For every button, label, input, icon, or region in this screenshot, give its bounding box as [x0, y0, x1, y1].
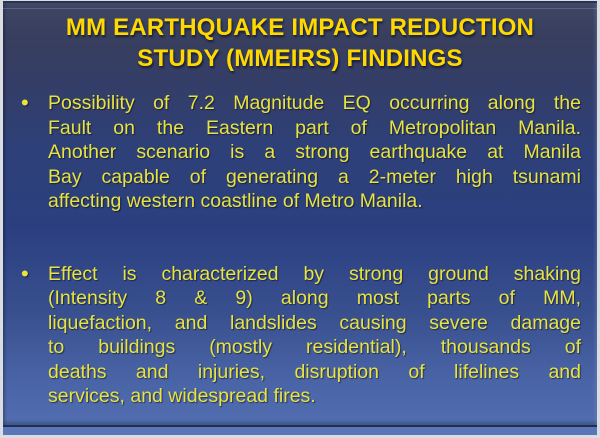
bullet-text-line: services, and widespread fires. [48, 385, 316, 407]
bullet-text [48, 91, 581, 214]
bullet-text-line: Bay capable of generating a 2-meter high tsunami [48, 165, 581, 188]
bullet-icon: • [21, 90, 29, 115]
bullet-text-line: Effect is characterized by strong ground shaking [48, 262, 581, 285]
bullet-list [3, 91, 597, 409]
bullet-text-line: affecting western coastline of Metro Manila. [48, 190, 423, 212]
bullet-text-line: Another scenario is a strong earthquake at Manila [48, 141, 581, 163]
page-title-line2: STUDY (MMEIRS) FINDINGS [137, 45, 463, 72]
page-title-line1: MM EARTHQUAKE IMPACT REDUCTION [65, 14, 535, 41]
slide [3, 1, 597, 435]
list-item [21, 91, 581, 214]
bullet-text [48, 262, 581, 409]
bottom-strip [3, 425, 597, 435]
bullet-text-line: liquefaction, and landslides causing severe damage [48, 311, 581, 334]
bullet-text-line: (Intensity 8 & 9) along most parts of MM, [48, 287, 581, 309]
bullet-text-line: Possibility of 7.2 Magnitude EQ occurring along the [48, 92, 581, 114]
bullet-text-line: deaths and injuries, disruption of lifelines and [48, 360, 581, 383]
bullet-icon: • [21, 260, 29, 286]
list-item [21, 262, 581, 409]
page-title [3, 3, 597, 74]
bullet-text-line: to buildings (mostly residential), thousands of [48, 336, 581, 358]
bullet-text-line: Fault on the Eastern part of Metropolitan Manila. [48, 116, 581, 139]
